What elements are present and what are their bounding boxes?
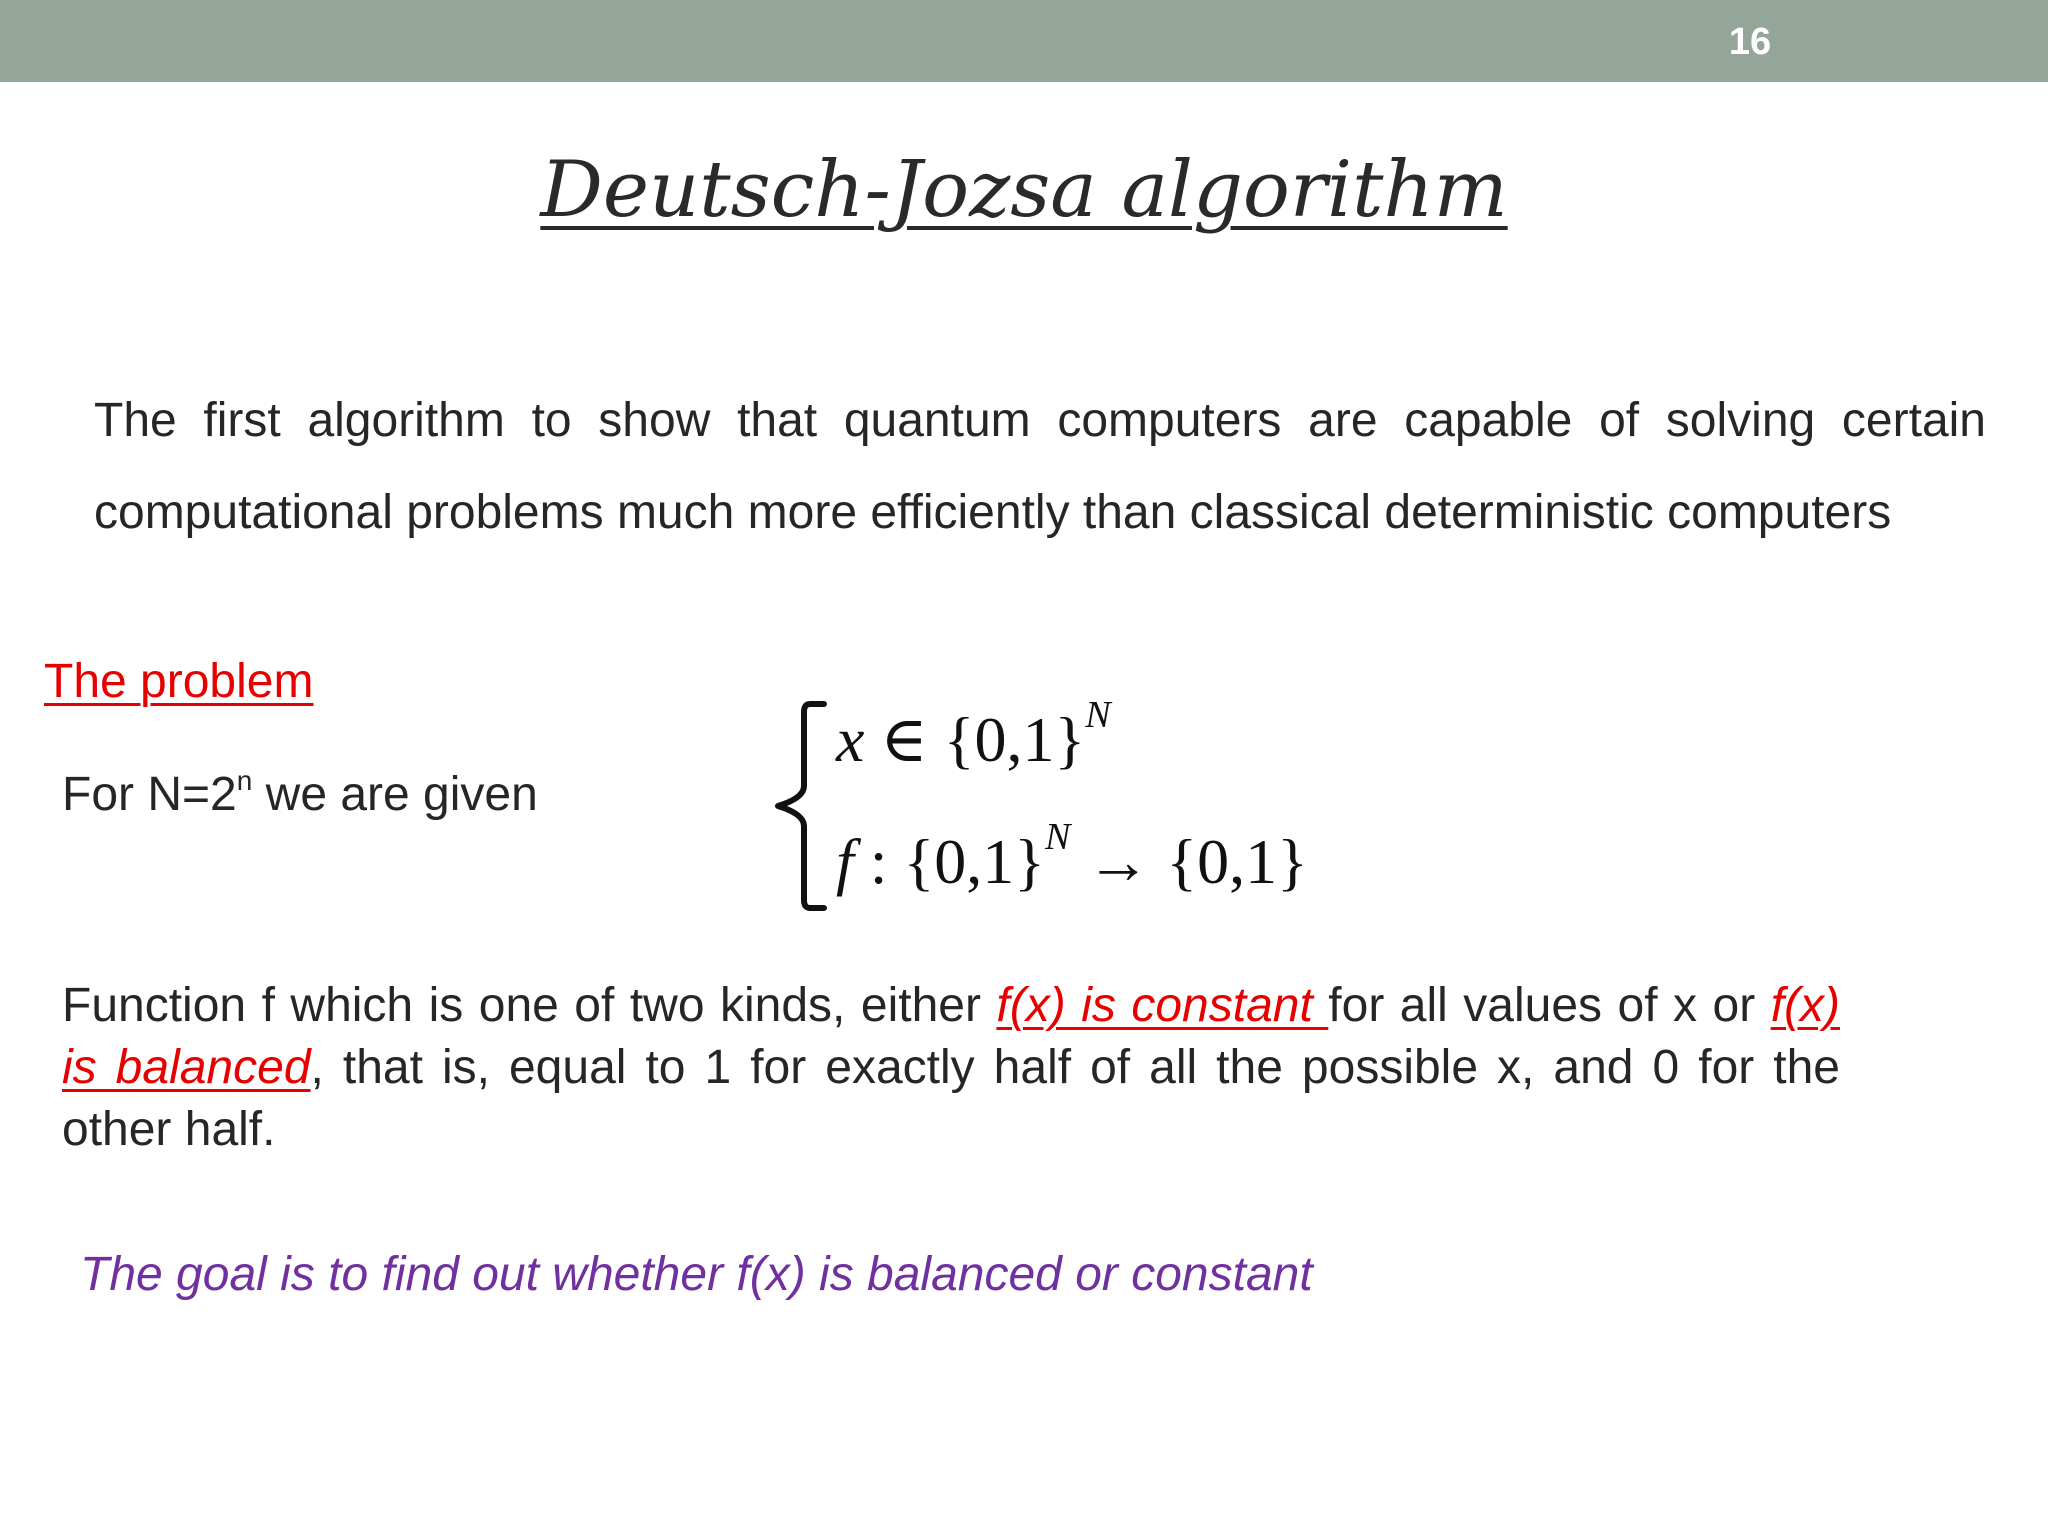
math-var-x: x [836, 704, 865, 775]
math-exp-f: N [1045, 816, 1071, 858]
header-bar [0, 0, 2048, 82]
math-var-f: f [836, 826, 854, 897]
goal-statement: The goal is to find out whether f(x) is balanced or constant [80, 1248, 1313, 1301]
intro-paragraph: The first algorithm to show that quantum computers are capable of solving certain computational problems much more efficiently than classical deterministic computers [94, 394, 1986, 539]
math-line-f [836, 816, 1308, 902]
slide-title-text: Deutsch-Jozsa algorithm [540, 145, 1508, 235]
given-statement [62, 765, 538, 825]
left-brace-icon [770, 690, 830, 920]
given-prefix: For N=2 [62, 768, 237, 821]
constant-term: f(x) is constant [996, 979, 1329, 1032]
given-superscript: n [236, 765, 253, 796]
function-description [62, 975, 1840, 1161]
slide-number: 16 [1728, 21, 1772, 63]
slide-title [0, 140, 2048, 240]
function-text-3: , that is, equal to 1 for exactly half of all the possible x, and 0 for the other half. [62, 1041, 1841, 1156]
math-domain-f: : {0,1} [853, 826, 1045, 897]
function-text-2: for all values of x or [1328, 979, 1771, 1032]
math-line-x [836, 694, 1111, 780]
math-set-x: ∈ {0,1} [864, 704, 1086, 775]
math-codomain-f: → {0,1} [1070, 826, 1308, 897]
math-exp-x: N [1085, 694, 1111, 736]
function-text-1: Function f which is one of two kinds, either [62, 979, 997, 1032]
problem-heading: The problem [44, 655, 314, 708]
given-suffix: we are given [252, 768, 538, 821]
balanced-term: f(x) is balanced [62, 979, 1840, 1094]
